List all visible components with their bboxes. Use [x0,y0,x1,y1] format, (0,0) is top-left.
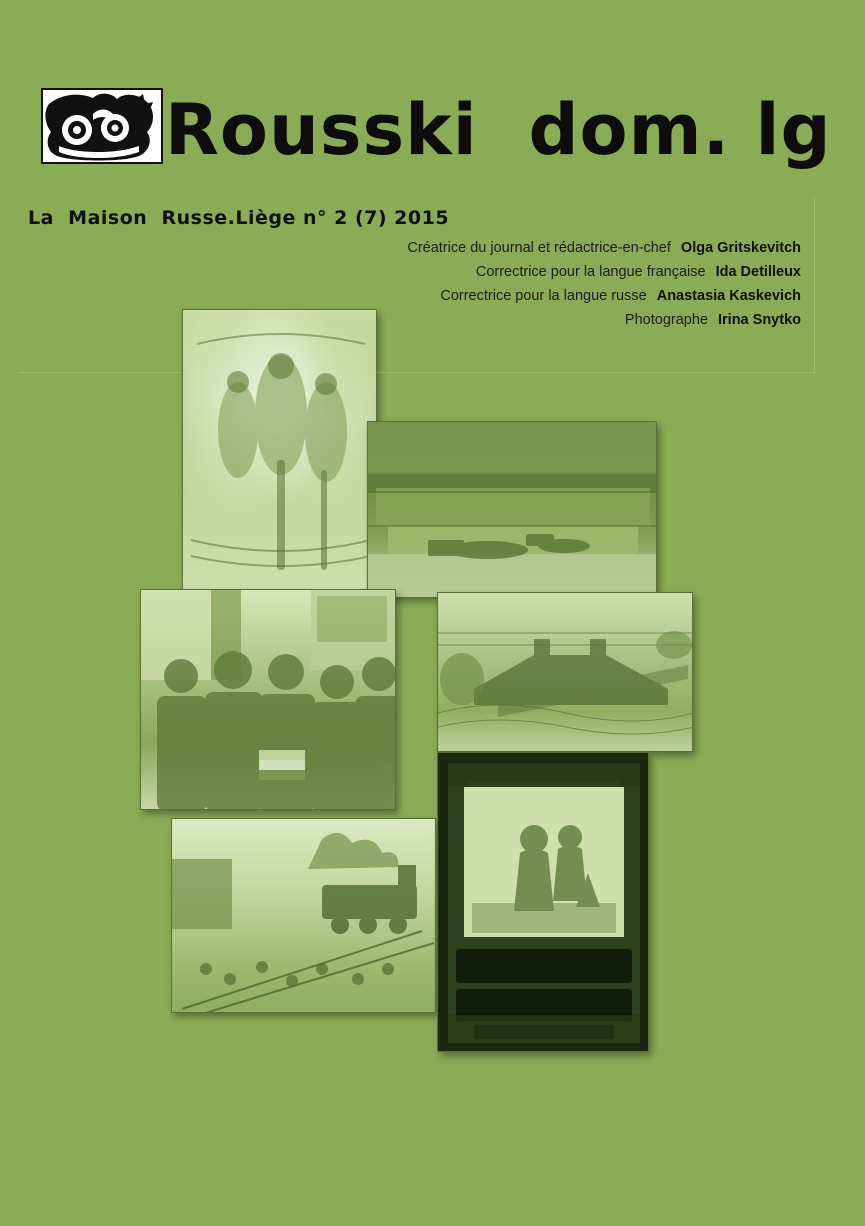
credit-role: Correctrice pour la langue russe [440,288,647,304]
allegorical-women-poster [182,309,377,595]
photo-image [368,422,656,597]
publication-title: Rousski dom. lg [165,89,832,171]
group-photo-icon [141,590,396,810]
monument-illustration-icon [368,422,657,598]
credit-name: Ida Detilleux [715,264,801,280]
photo-image [141,590,395,809]
credit-name: Anastasia Kaskevich [656,288,801,304]
credit-role: Correctrice pour la langue française [475,264,706,280]
photo-image [183,310,376,594]
photo-image [438,753,648,1051]
railway-engraving [171,818,436,1013]
credit-row [241,284,801,308]
logo-emblem-icon [43,90,161,162]
commemoration-group-photo [140,589,396,810]
publication-logo [41,88,163,164]
fortress-illustration-icon [438,593,693,752]
credit-name: Irina Snytko [718,312,801,328]
photo-image [172,819,435,1012]
photo-image [438,593,692,751]
russian-perfumery-poster [437,752,649,1052]
fortress-engraving [437,592,693,752]
credit-row [241,236,801,260]
credit-row [241,260,801,284]
perfumery-poster-icon [438,753,649,1052]
allegory-illustration-icon [183,310,377,595]
war-memorial-monument-photo [367,421,657,598]
railway-illustration-icon [172,819,436,1013]
credit-name: Olga Gritskevitch [680,240,801,256]
issue-line: La Maison Russe.Liège n° 2 (7) 2015 [28,207,450,229]
credit-role: Créatrice du journal et rédactrice-en-chef [407,240,671,256]
credit-role: Photographe [624,312,708,328]
